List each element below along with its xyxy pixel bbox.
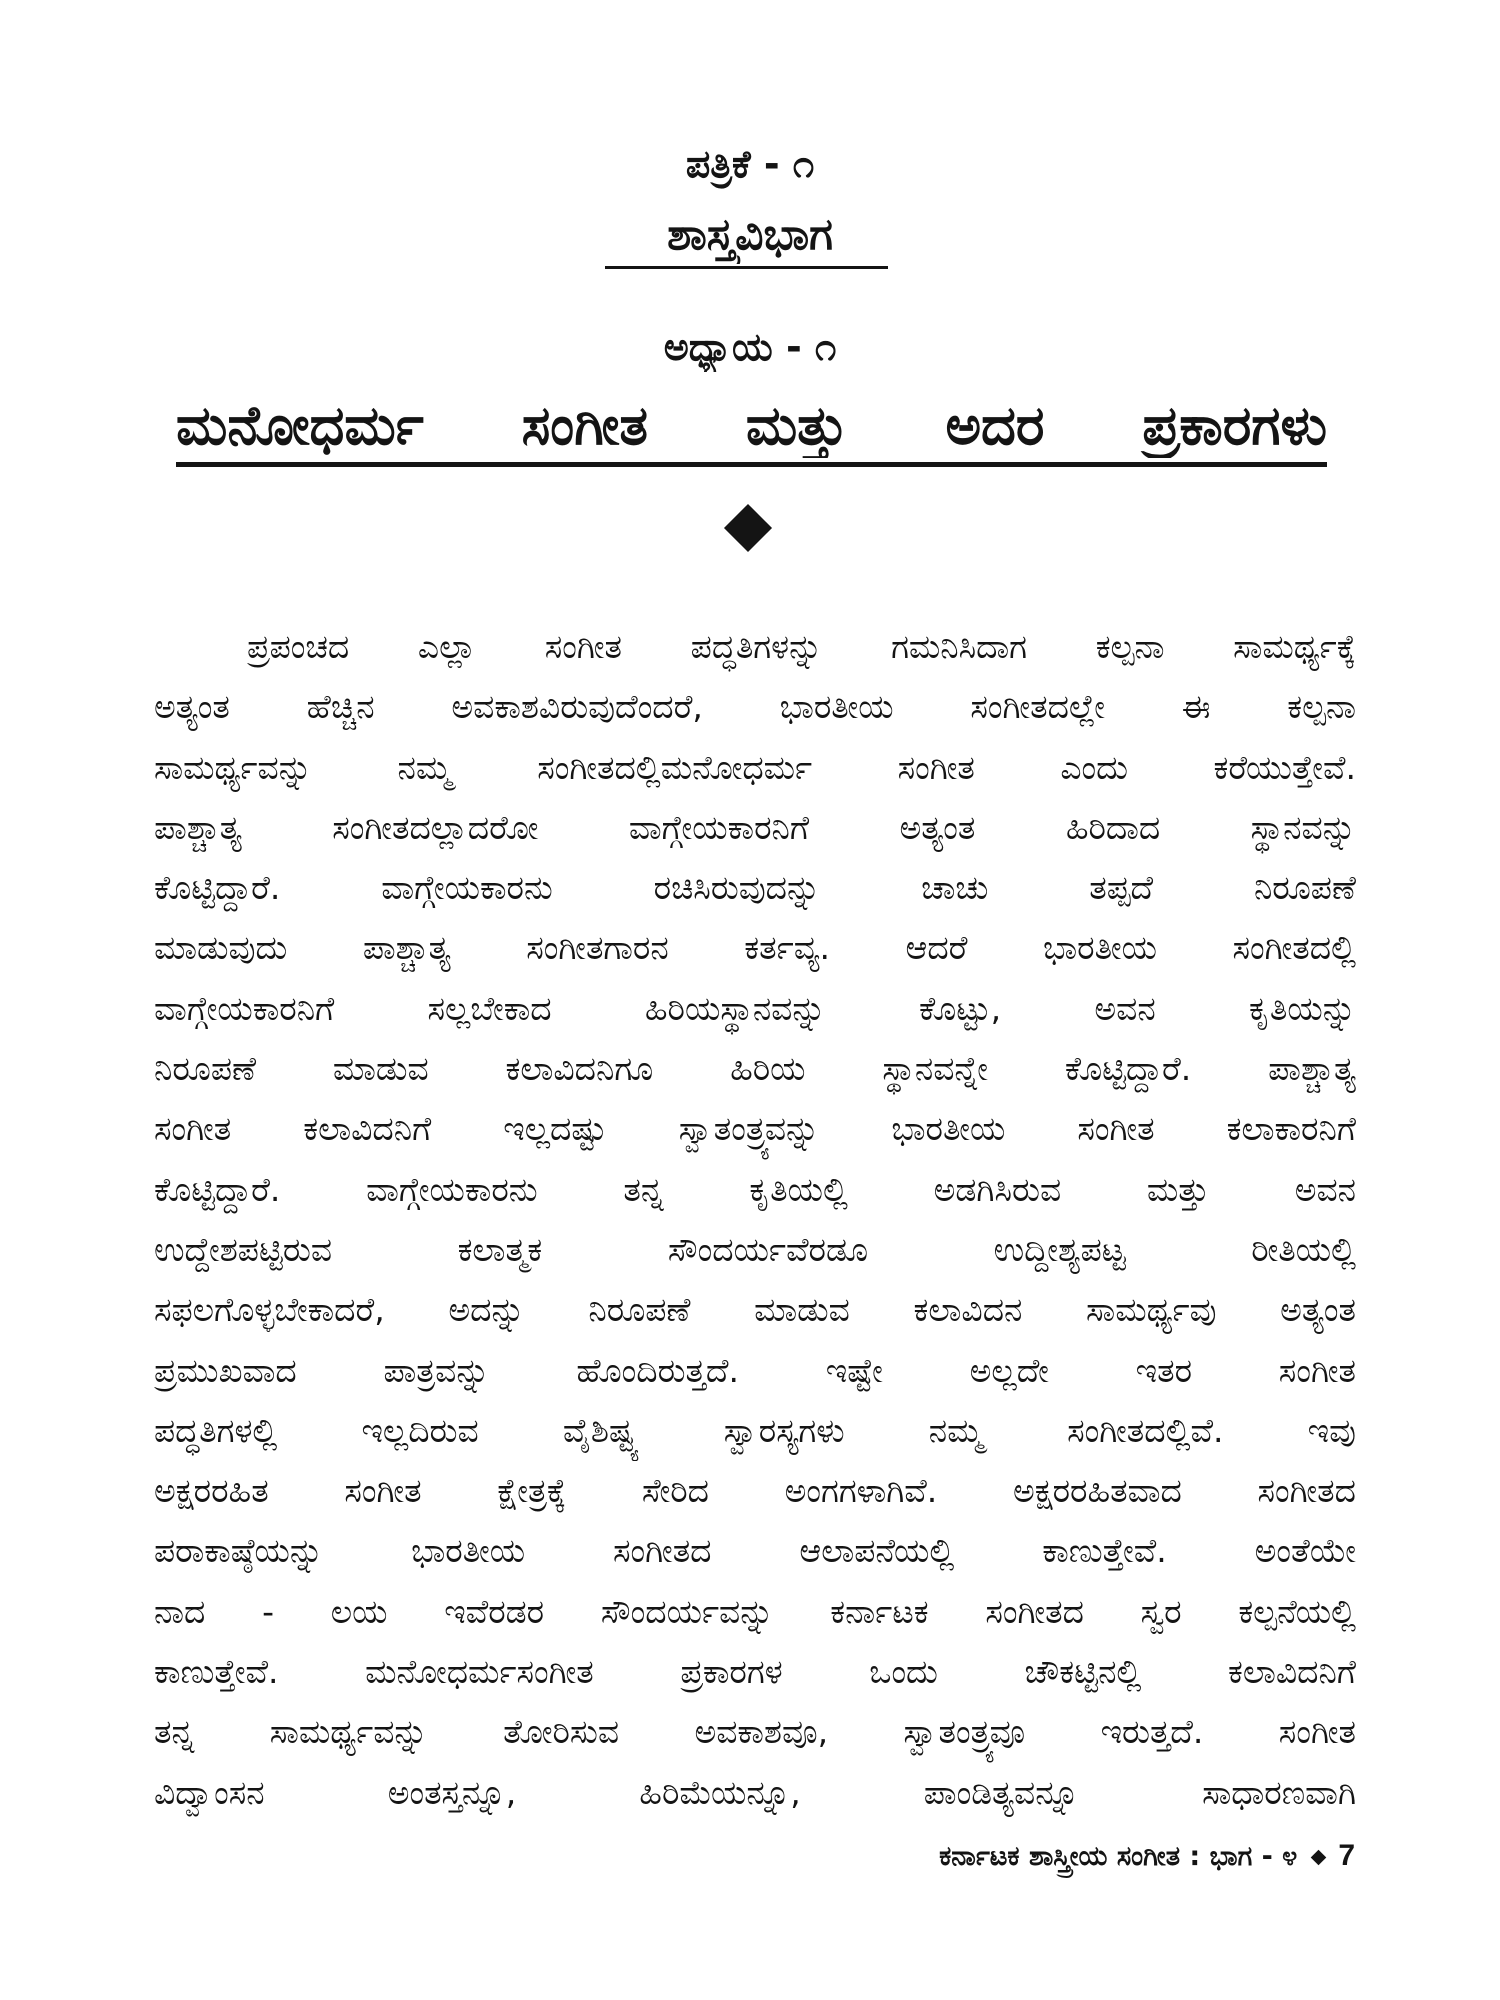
body-line: ಪದ್ಧತಿಗಳಲ್ಲಿ ಇಲ್ಲದಿರುವ ವೈಶಿಷ್ಟ್ಯ ಸ್ವಾರಸ್ಯಗಳು ನಮ್ಮ ಸಂಗೀತದಲ್ಲಿವೆ. ಇವು <box>154 1410 1356 1450</box>
body-line: ವಿದ್ವಾಂಸನ ಅಂತಸ್ತನ್ನೂ, ಹಿರಿಮೆಯನ್ನೂ, ಪಾಂಡಿತ್ಯವನ್ನೂ ಸಾಧಾರಣವಾಗಿ <box>154 1772 1356 1812</box>
body-paragraph <box>154 617 1356 1823</box>
chapter-title: ಮನೋಧರ್ಮ ಸಂಗೀತ ಮತ್ತು ಅದರ ಪ್ರಕಾರಗಳು <box>176 394 1327 457</box>
body-line: ಮಾಡುವುದು ಪಾಶ್ಚಾತ್ಯ ಸಂಗೀತಗಾರನ ಕರ್ತವ್ಯ. ಆದರೆ ಭಾರತೀಯ ಸಂಗೀತದಲ್ಲಿ <box>154 928 1356 968</box>
body-line: ಕಾಣುತ್ತೇವೆ. ಮನೋಧರ್ಮಸಂಗೀತ ಪ್ರಕಾರಗಳ ಒಂದು ಚೌಕಟ್ಟಿನಲ್ಲಿ ಕಲಾವಿದನಿಗೆ <box>154 1652 1356 1692</box>
diamond-icon <box>1311 1850 1327 1866</box>
section-title: ಶಾಸ್ತ್ರವಿಭಾಗ <box>667 209 833 260</box>
body-line: ಅಕ್ಷರರಹಿತ ಸಂಗೀತ ಕ್ಷೇತ್ರಕ್ಕೆ ಸೇರಿದ ಅಂಗಗಳಾಗಿವೆ. ಅಕ್ಷರರಹಿತವಾದ ಸಂಗೀತದ <box>154 1471 1356 1511</box>
page-footer <box>939 1834 1355 1878</box>
body-line: ನಾದ - ಲಯ ಇವೆರಡರ ಸೌಂದರ್ಯವನ್ನು ಕರ್ನಾಟಕ ಸಂಗೀತದ ಸ್ವರ ಕಲ್ಪನೆಯಲ್ಲಿ <box>154 1591 1356 1631</box>
body-line: ಪ್ರಮುಖವಾದ ಪಾತ್ರವನ್ನು ಹೊಂದಿರುತ್ತದೆ. ಇಷ್ಟೇ ಅಲ್ಲದೇ ಇತರ ಸಂಗೀತ <box>154 1350 1356 1390</box>
body-line: ಸಂಗೀತ ಕಲಾವಿದನಿಗೆ ಇಲ್ಲದಷ್ಟು ಸ್ವಾತಂತ್ರ್ಯವನ್ನು ಭಾರತೀಯ ಸಂಗೀತ ಕಲಾಕಾರನಿಗೆ <box>154 1109 1356 1149</box>
body-line: ಪ್ರಪಂಚದ ಎಲ್ಲಾ ಸಂಗೀತ ಪದ್ಧತಿಗಳನ್ನು ಗಮನಿಸಿದಾಗ ಕಲ್ಪನಾ ಸಾಮರ್ಥ್ಯಕ್ಕೆ <box>247 627 1356 666</box>
chapter-title-underline <box>176 462 1327 467</box>
body-line: ಉದ್ದೇಶಪಟ್ಟಿರುವ ಕಲಾತ್ಮಕ ಸೌಂದರ್ಯವೆರಡೂ ಉದ್ದೀಶ್ಯಪಟ್ಟ ರೀತಿಯಲ್ಲಿ <box>154 1229 1356 1269</box>
body-line: ಕೊಟ್ಟಿದ್ದಾರೆ. ವಾಗ್ಗೇಯಕಾರನು ತನ್ನ ಕೃತಿಯಲ್ಲಿ ಅಡಗಿಸಿರುವ ಮತ್ತು ಅವನ <box>154 1169 1356 1209</box>
body-line: ತನ್ನ ಸಾಮರ್ಥ್ಯವನ್ನು ತೋರಿಸುವ ಅವಕಾಶವೂ, ಸ್ವಾತಂತ್ರ್ಯವೂ ಇರುತ್ತದೆ. ಸಂಗೀತ <box>154 1712 1356 1752</box>
page-number: 7 <box>1338 1839 1355 1872</box>
section-title-underline <box>605 266 888 269</box>
body-line: ಕೊಟ್ಟಿದ್ದಾರೆ. ವಾಗ್ಗೇಯಕಾರನು ರಚಿಸಿರುವುದನ್ನು ಚಾಚು ತಪ್ಪದೆ ನಿರೂಪಣೆ <box>154 868 1356 908</box>
body-line: ಸಫಲಗೊಳ್ಳಬೇಕಾದರೆ, ಅದನ್ನು ನಿರೂಪಣೆ ಮಾಡುವ ಕಲಾವಿದನ ಸಾಮರ್ಥ್ಯವು ಅತ್ಯಂತ <box>154 1290 1356 1330</box>
body-line: ಸಾಮರ್ಥ್ಯವನ್ನು ನಮ್ಮ ಸಂಗೀತದಲ್ಲಿಮನೋಧರ್ಮ ಸಂಗೀತ ಎಂದು ಕರೆಯುತ್ತೇವೆ. <box>154 747 1356 787</box>
body-line: ಪಾಶ್ಚಾತ್ಯ ಸಂಗೀತದಲ್ಲಾದರೋ ವಾಗ್ಗೇಯಕಾರನಿಗೆ ಅತ್ಯಂತ ಹಿರಿದಾದ ಸ್ಥಾನವನ್ನು <box>154 807 1356 847</box>
body-line: ವಾಗ್ಗೇಯಕಾರನಿಗೆ ಸಲ್ಲಬೇಕಾದ ಹಿರಿಯಸ್ಥಾನವನ್ನು ಕೊಟ್ಟು, ಅವನ ಕೃತಿಯನ್ನು <box>154 988 1356 1028</box>
body-line: ಪರಾಕಾಷ್ಠೆಯನ್ನು ಭಾರತೀಯ ಸಂಗೀತದ ಆಲಾಪನೆಯಲ್ಲಿ ಕಾಣುತ್ತೇವೆ. ಅಂತೆಯೇ <box>154 1531 1356 1571</box>
body-line: ಅತ್ಯಂತ ಹೆಚ್ಚಿನ ಅವಕಾಶವಿರುವುದೆಂದರೆ, ಭಾರತೀಯ ಸಂಗೀತದಲ್ಲೇ ಈ ಕಲ್ಪನಾ <box>154 687 1356 727</box>
body-line: ನಿರೂಪಣೆ ಮಾಡುವ ಕಲಾವಿದನಿಗೂ ಹಿರಿಯ ಸ್ಥಾನವನ್ನೇ ಕೊಟ್ಟಿದ್ದಾರೆ. ಪಾಶ್ಚಾತ್ಯ <box>154 1049 1356 1089</box>
diamond-icon <box>724 504 772 552</box>
footer-book-title: ಕರ್ನಾಟಕ ಶಾಸ್ತ್ರೀಯ ಸಂಗೀತ : ಭಾಗ - ೪ <box>939 1841 1298 1872</box>
chapter-label: ಅಧ್ಯಾಯ - ೧ <box>663 325 837 369</box>
paper-label: ಪತ್ರಿಕೆ - ೧ <box>685 142 815 186</box>
